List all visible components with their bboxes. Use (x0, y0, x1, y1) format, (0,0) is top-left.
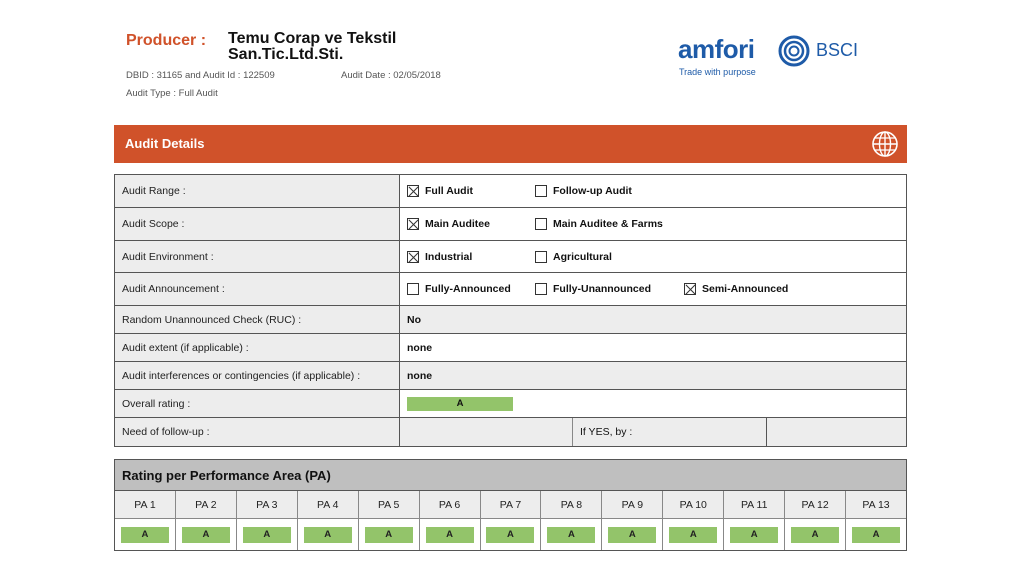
row-label: Audit extent (if applicable) : (115, 334, 400, 361)
pa-name-cell: PA 12 (785, 491, 846, 519)
checkbox[interactable] (407, 283, 419, 295)
option-label: Industrial (425, 250, 473, 263)
row-need-follow-up (115, 418, 906, 446)
checkbox[interactable] (535, 218, 547, 230)
row-label: Random Unannounced Check (RUC) : (115, 306, 400, 333)
pa-rating-badge: A (182, 527, 230, 543)
row-options (400, 175, 906, 207)
pa-rating-badge: A (669, 527, 717, 543)
globe-icon (871, 130, 899, 158)
option-follow-up-audit[interactable] (535, 185, 632, 197)
logo-bsci: BSCI (816, 40, 859, 60)
pa-rating-badge: A (243, 527, 291, 543)
pa-name-row (115, 491, 906, 519)
pa-name-cell: PA 2 (176, 491, 237, 519)
producer-name-line1: Temu Corap ve Tekstil (228, 30, 397, 47)
pa-rating-cell (541, 519, 602, 550)
pa-name-cell: PA 5 (359, 491, 420, 519)
pa-rating-badge: A (608, 527, 656, 543)
pa-name-cell: PA 7 (481, 491, 542, 519)
pa-rating-cell (359, 519, 420, 550)
pa-rating-row (115, 519, 906, 550)
row-audit-announcement (115, 273, 906, 306)
pa-name-cell: PA 4 (298, 491, 359, 519)
audit-details-title: Audit Details (125, 136, 205, 151)
amfori-bsci-logo (678, 34, 878, 84)
producer-label: Producer : (126, 32, 207, 49)
pa-rating-cell (602, 519, 663, 550)
row-label: Audit Announcement : (115, 273, 400, 305)
pa-name-cell: PA 3 (237, 491, 298, 519)
option-main-auditee-farms[interactable] (535, 218, 663, 230)
row-ruc (115, 306, 906, 334)
logo-word: amfori (678, 34, 755, 64)
pa-rating-badge: A (852, 527, 900, 543)
row-label: Overall rating : (115, 390, 400, 417)
checkbox-checked[interactable] (407, 218, 419, 230)
row-options (400, 273, 906, 305)
option-industrial[interactable] (407, 251, 519, 263)
option-label: Agricultural (553, 250, 612, 263)
pa-rating-cell (663, 519, 724, 550)
checkbox-checked[interactable] (684, 283, 696, 295)
pa-rating-cell (237, 519, 298, 550)
pa-rating-badge: A (547, 527, 595, 543)
row-audit-extent (115, 334, 906, 362)
checkbox[interactable] (535, 251, 547, 263)
pa-rating-cell (298, 519, 359, 550)
row-interferences (115, 362, 906, 390)
dbid-audit-id: DBID : 31165 and Audit Id : 122509 (126, 70, 275, 81)
pa-name-cell: PA 11 (724, 491, 785, 519)
report-header (0, 0, 1024, 120)
pa-rating-badge: A (730, 527, 778, 543)
pa-name-cell: PA 13 (846, 491, 906, 519)
option-label: Main Auditee & Farms (553, 218, 663, 230)
pa-rating-cell (115, 519, 176, 550)
option-label: Semi-Announced (702, 283, 789, 295)
option-semi-announced[interactable] (684, 283, 788, 295)
pa-rating-cell (420, 519, 481, 550)
pa-name-cell: PA 8 (541, 491, 602, 519)
option-fully-unannounced[interactable] (535, 283, 668, 295)
audit-details-table (114, 174, 907, 447)
checkbox-checked[interactable] (407, 185, 419, 197)
audit-type: Audit Type : Full Audit (126, 88, 218, 99)
option-label: Fully-Unannounced (553, 283, 651, 295)
pa-rating-badge: A (791, 527, 839, 543)
row-overall-rating (115, 390, 906, 418)
producer-name (228, 31, 396, 63)
audit-details-bar (114, 125, 907, 163)
row-audit-range (115, 175, 906, 208)
logo-tagline: Trade with purpose (679, 67, 756, 77)
pa-rating-cell (846, 519, 906, 550)
pa-name-cell: PA 10 (663, 491, 724, 519)
option-label: Full Audit (425, 185, 474, 197)
audit-date: Audit Date : 02/05/2018 (341, 70, 441, 81)
option-label: Fully-Announced (425, 283, 511, 295)
pa-rating-badge: A (304, 527, 352, 543)
ruc-value: No (400, 306, 906, 333)
interferences-value: none (400, 362, 906, 389)
option-full-audit[interactable] (407, 185, 519, 197)
row-audit-environment (115, 241, 906, 273)
pa-rating-badge: A (121, 527, 169, 543)
row-options (400, 241, 906, 272)
pa-rating-badge: A (365, 527, 413, 543)
option-label: Follow-up Audit (553, 185, 632, 197)
row-label: Audit Scope : (115, 208, 400, 240)
row-label: Audit Environment : (115, 241, 400, 272)
overall-rating-badge: A (407, 397, 513, 411)
pa-name-cell: PA 6 (420, 491, 481, 519)
producer-name-line2: San.Tic.Ltd.Sti. (228, 46, 344, 63)
checkbox[interactable] (535, 185, 547, 197)
row-label: Audit interferences or contingencies (if applicable) : (115, 362, 400, 389)
follow-up-value (400, 418, 573, 446)
pa-rating-badge: A (426, 527, 474, 543)
pa-name-cell: PA 9 (602, 491, 663, 519)
row-label: Need of follow-up : (115, 418, 400, 446)
checkbox[interactable] (535, 283, 547, 295)
overall-rating-cell (400, 390, 906, 417)
performance-area-table (114, 459, 907, 551)
audit-extent-value: none (400, 334, 906, 361)
option-main-auditee[interactable] (407, 218, 519, 230)
performance-area-title: Rating per Performance Area (PA) (115, 460, 906, 491)
option-fully-announced[interactable] (407, 283, 519, 295)
row-audit-scope (115, 208, 906, 241)
option-agricultural[interactable] (535, 251, 612, 263)
checkbox-checked[interactable] (407, 251, 419, 263)
amfori-circle-icon (778, 35, 810, 67)
if-yes-value (767, 418, 906, 446)
pa-rating-cell (785, 519, 846, 550)
pa-rating-cell (481, 519, 542, 550)
pa-rating-badge: A (486, 527, 534, 543)
pa-name-cell: PA 1 (115, 491, 176, 519)
option-label: Main Auditee (425, 218, 490, 230)
pa-rating-cell (176, 519, 237, 550)
row-label: Audit Range : (115, 175, 400, 207)
pa-rating-cell (724, 519, 785, 550)
row-options (400, 208, 906, 240)
if-yes-label: If YES, by : (573, 418, 767, 446)
